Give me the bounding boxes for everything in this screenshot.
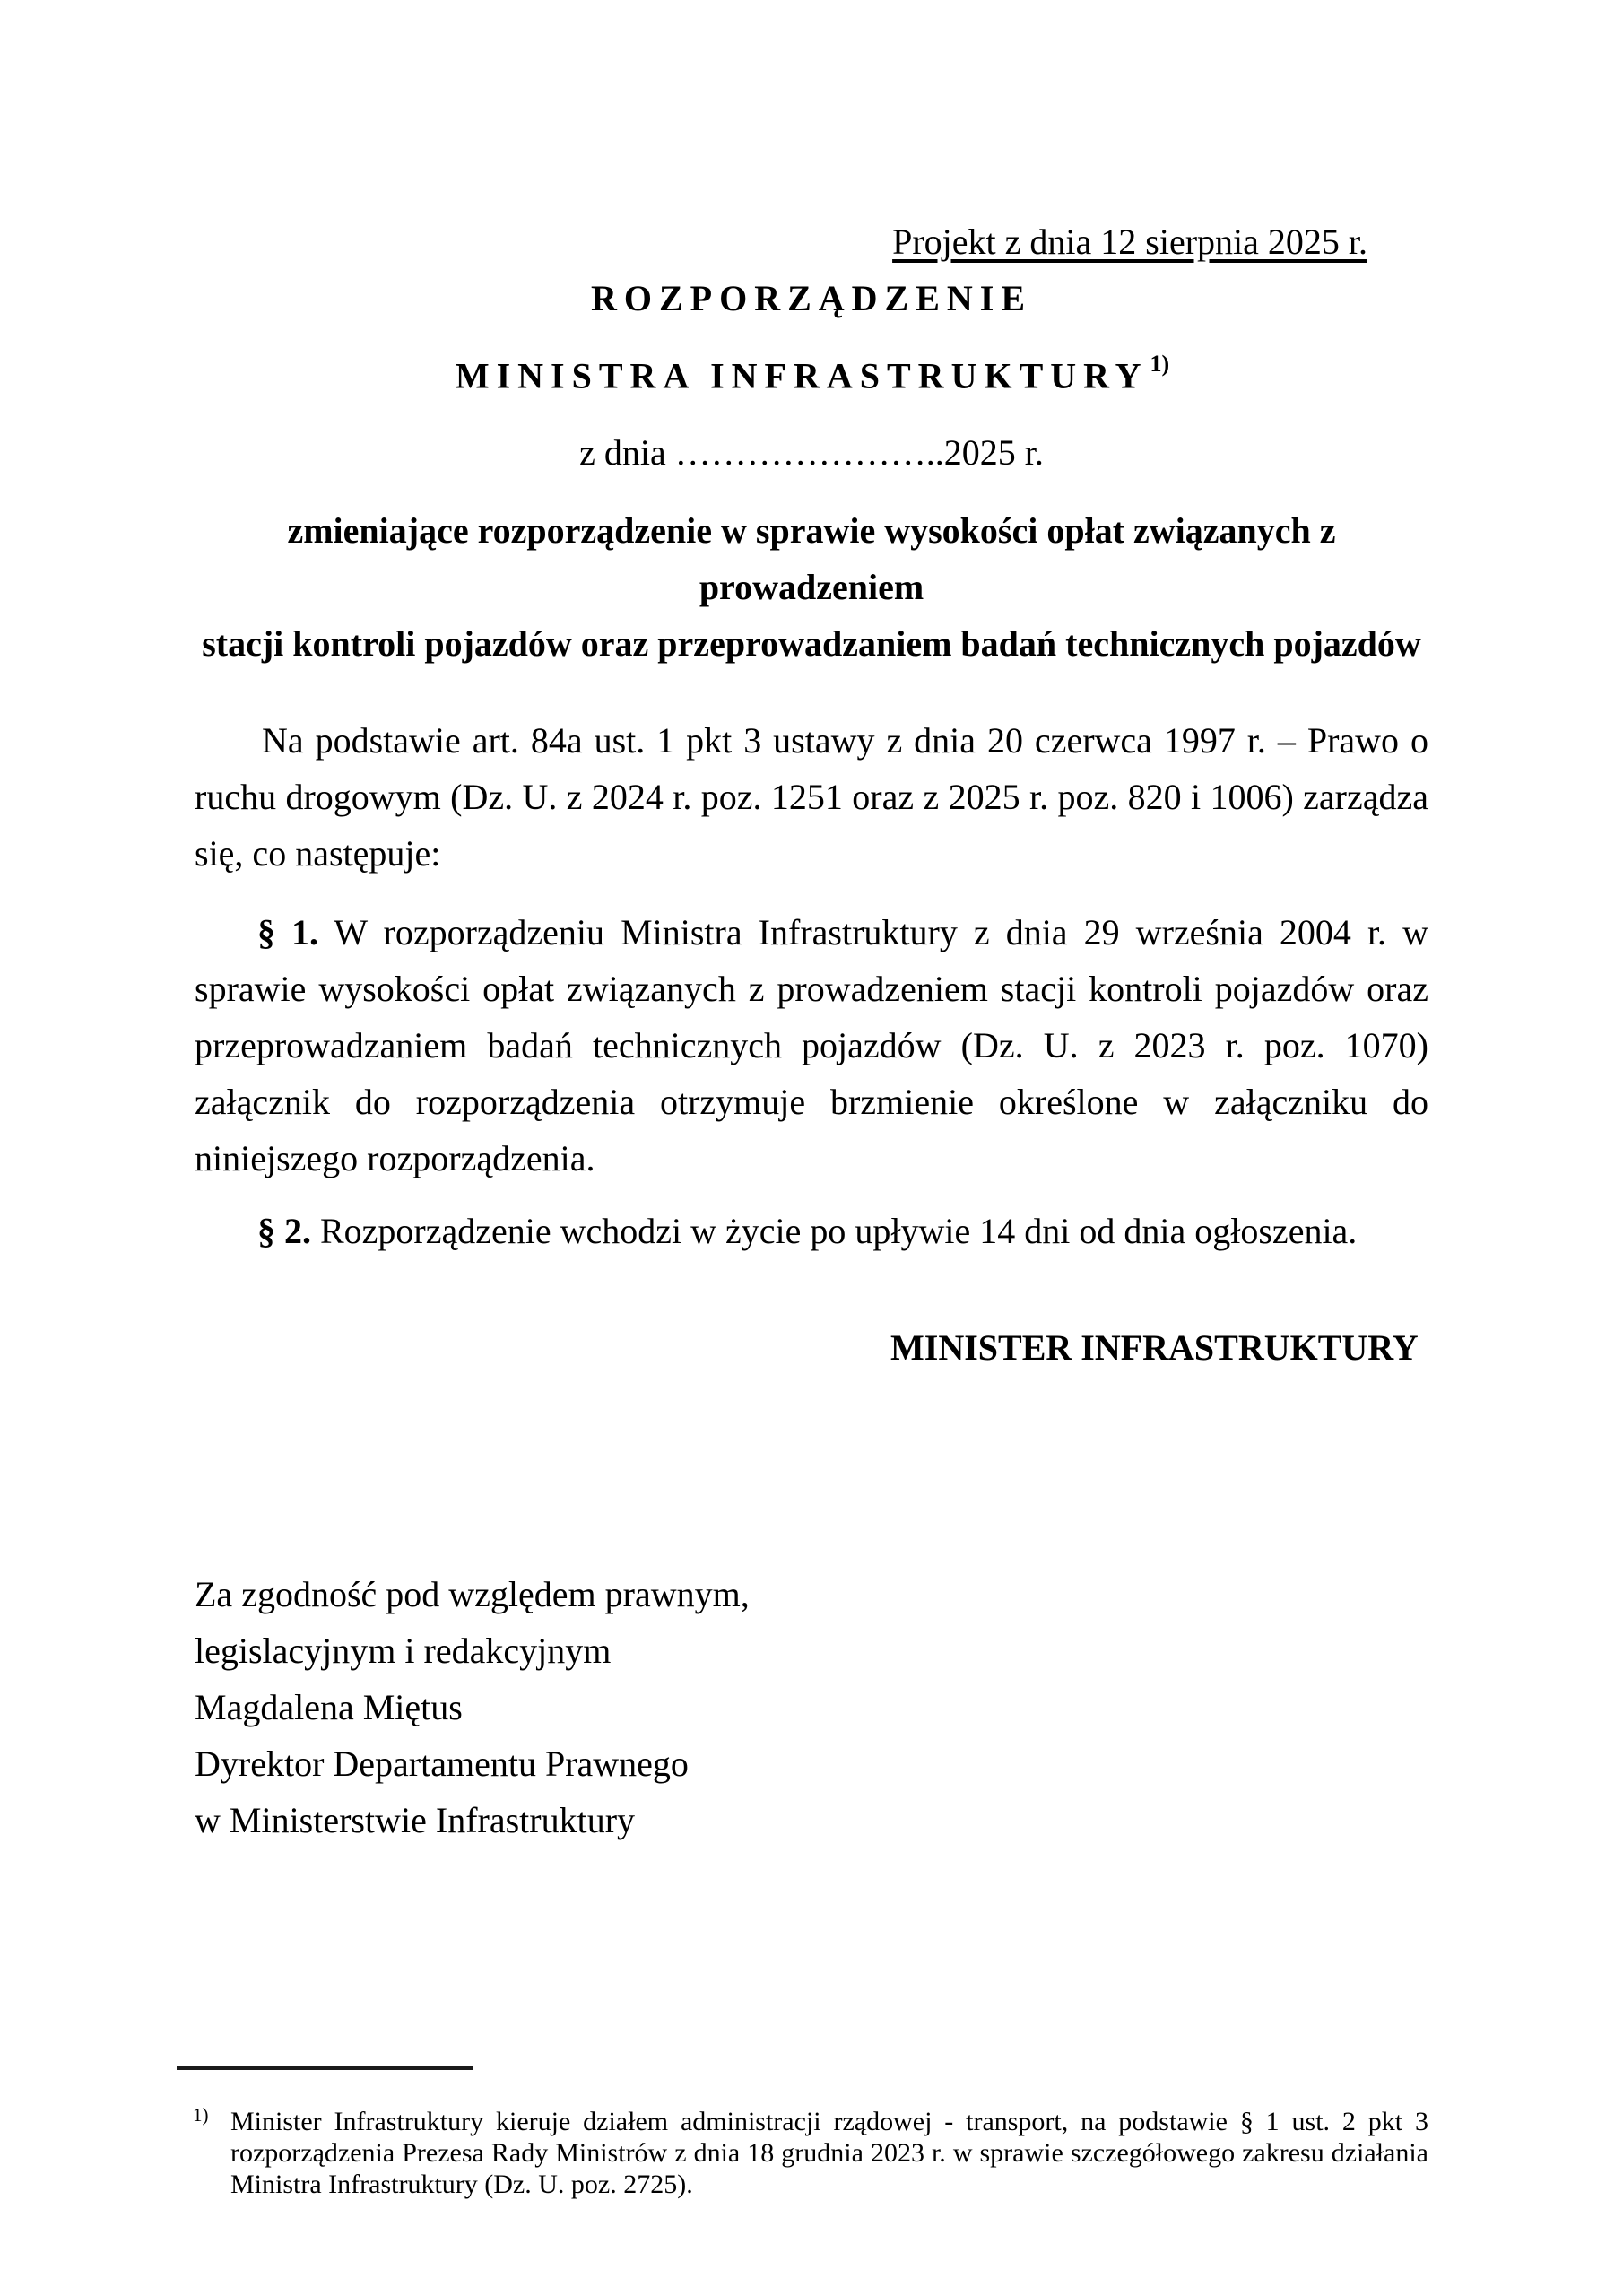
footnote-separator-rule <box>177 2066 473 2070</box>
regulation-title: ROZPORZĄDZENIE <box>590 278 1033 318</box>
minister-title-footnote-ref: 1) <box>1150 351 1170 377</box>
minister-title-text: MINISTRA INFRASTRUKTURY <box>455 355 1149 396</box>
approval-line-3: Magdalena Miętus <box>195 1687 463 1728</box>
project-date-text: Projekt z dnia 12 sierpnia 2025 r. <box>892 222 1367 262</box>
approval-line-4: Dyrektor Departamentu Prawnego <box>195 1744 689 1785</box>
preamble-paragraph: Na podstawie art. 84a ust. 1 pkt 3 ustawy z dnia 20 czerwca 1997 r. – Prawo o ruchu drogowym (Dz. U. z 2024 r. poz. 1251 oraz z 2025 r. poz. 820 i 1006) zarządza się, co następuje: <box>195 720 1428 874</box>
project-date-line <box>195 213 1428 270</box>
footnote <box>195 2106 1428 2200</box>
approval-line-1: Za zgodność pod względem prawnym, <box>195 1574 750 1615</box>
section-2-marker: § 2. <box>257 1211 311 1252</box>
section-1-marker: § 1. <box>257 912 319 953</box>
footnote-text: Minister Infrastruktury kieruje działem administracji rządowej - transport, na podstawie § 1 ust. 2 pkt 3 rozporządzenia Prezesa Rady Ministrów z dnia 18 grudnia 2023 r. w sprawie szczegółowego zakresu działania Ministra Infrastruktury (Dz. U. poz. 2725). <box>230 2107 1428 2200</box>
minister-title-line <box>195 339 1428 404</box>
footnote-marker: 1) <box>193 2104 209 2126</box>
approval-signature-block <box>195 1566 1428 1848</box>
subject-title-line-2: stacji kontroli pojazdów oraz przeprowadzaniem badań technicznych pojazdów <box>202 623 1421 665</box>
approval-line-5: w Ministerstwie Infrastruktury <box>195 1800 636 1841</box>
subject-title-line-1: zmieniające rozporządzenie w sprawie wysokości opłat związanych z prowadzeniem <box>287 510 1336 608</box>
section-1-paragraph <box>195 904 1428 1187</box>
minister-signature-heading: MINISTER INFRASTRUKTURY <box>890 1327 1419 1369</box>
subject-title <box>195 502 1428 672</box>
approval-line-2: legislacyjnym i redakcyjnym <box>195 1631 612 1672</box>
date-blank-line: z dnia …………………..2025 r. <box>579 432 1044 474</box>
section-2-text: Rozporządzenie wchodzi w życie po upływie 14 dni od dnia ogłoszenia. <box>320 1211 1358 1252</box>
section-1-text: W rozporządzeniu Ministra Infrastruktury z dnia 29 września 2004 r. w sprawie wysokości opłat związanych z prowadzeniem stacji kontroli pojazdów oraz przeprowadzaniem badań technicznych pojazdów (Dz. U. z 2023 r. poz. 1070) załącznik do rozporządzenia otrzymuje brzmienie określone w załączniku do niniejszego rozporządzenia. <box>195 912 1428 1179</box>
section-2-paragraph <box>195 1203 1428 1259</box>
